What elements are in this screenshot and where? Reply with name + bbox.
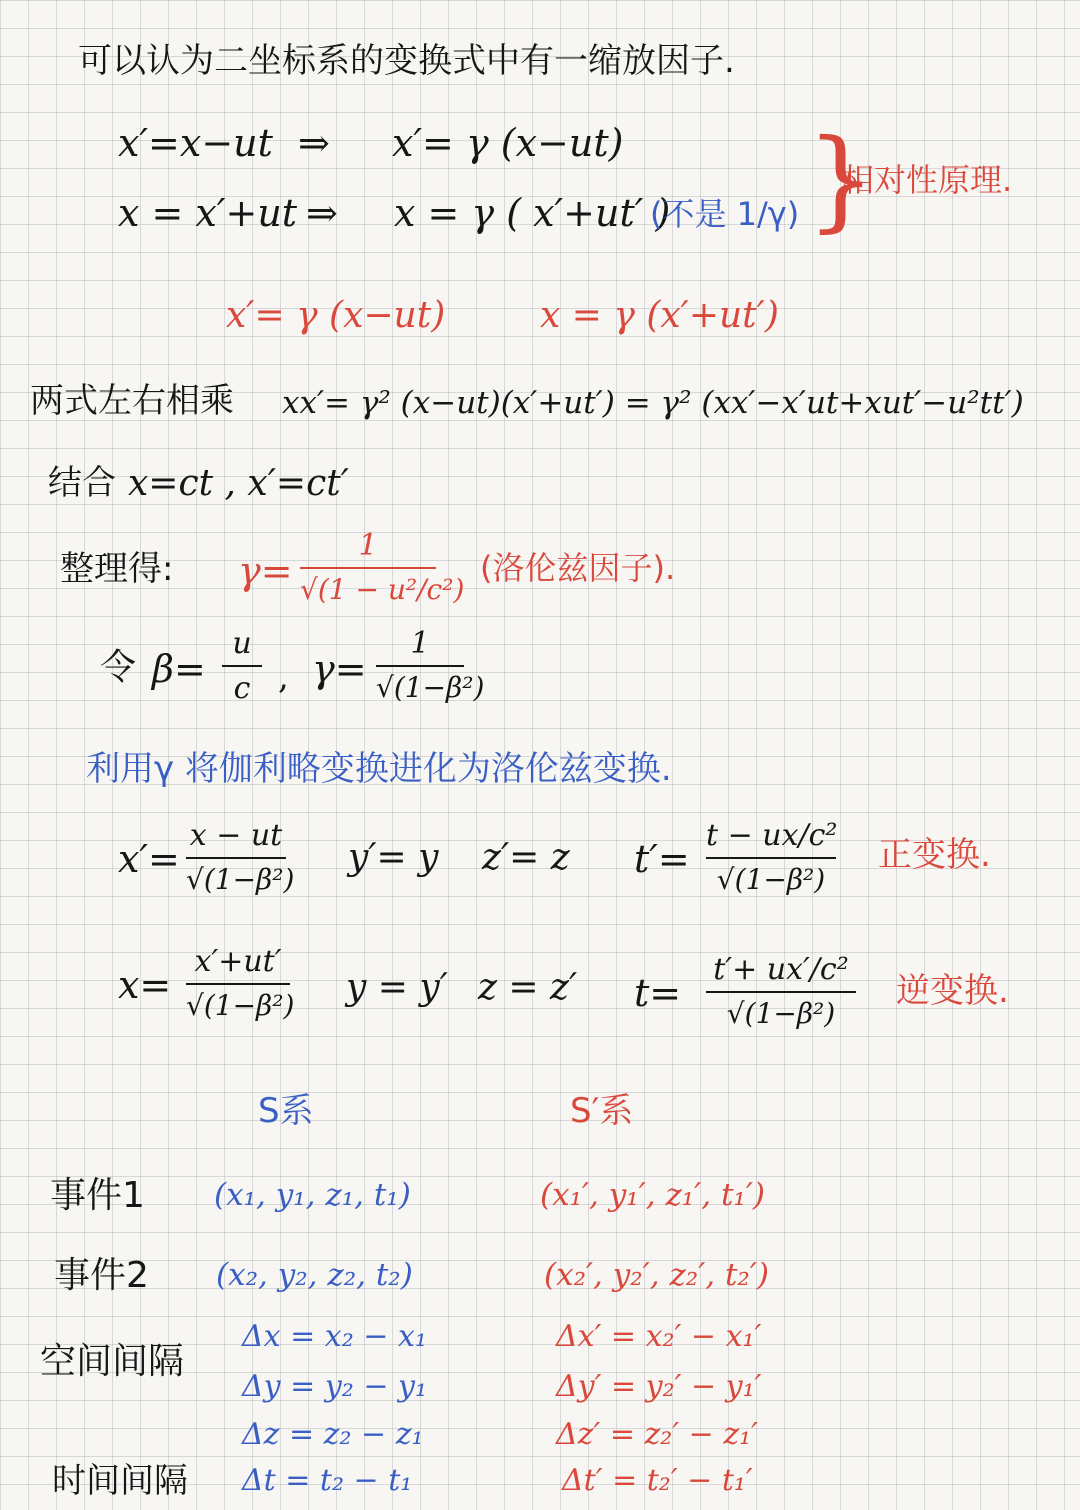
relativity-principle-label: 相对性原理. xyxy=(842,161,1013,199)
column-s-frame: S系 xyxy=(258,1091,314,1131)
space-s-dy: Δy = y₂ − y₁ xyxy=(242,1369,427,1404)
inverse-y: y = y′ xyxy=(346,967,448,1008)
forward-z: z′= z xyxy=(482,837,570,878)
fraction-bar xyxy=(222,665,262,667)
forward-label: 正变换. xyxy=(878,835,991,875)
inverse-x-denominator: √(1−β²) xyxy=(186,989,295,1022)
inverse-x-numerator: x′+ut′ xyxy=(194,944,282,979)
beta-fraction xyxy=(222,626,262,706)
lorentz-intro: 利用γ 将伽利略变换进化为洛伦兹变换. xyxy=(86,749,672,789)
inverse-t-lhs: t= xyxy=(634,971,682,1015)
galileo-row2-left: x = x′+ut xyxy=(118,191,298,235)
galileo-row2-right: x = γ ( x′+ut′ ) xyxy=(394,191,671,235)
forward-t-numerator: t − ux/c² xyxy=(706,818,838,853)
combine-label: 结合 xyxy=(48,463,116,503)
beta-denominator: c xyxy=(233,671,251,706)
intro-text: 可以认为二坐标系的变换式中有一缩放因子. xyxy=(78,41,735,81)
galileo-note: (不是 1/γ) xyxy=(650,195,800,233)
fraction-bar xyxy=(186,857,286,859)
event-1-label: 事件1 xyxy=(50,1175,145,1216)
inverse-label: 逆变换. xyxy=(896,971,1009,1011)
beta-numerator: u xyxy=(232,626,252,661)
fraction-bar xyxy=(300,567,436,569)
implies-arrow-2: ⇒ xyxy=(306,191,338,235)
forward-t-denominator: √(1−β²) xyxy=(716,863,826,896)
gamma-denominator: √(1 − u²/c²) xyxy=(300,573,465,606)
forward-t-fraction xyxy=(706,818,836,896)
forward-x-numerator: x − ut xyxy=(189,818,283,853)
time-sp-dt: Δt′ = t₂′ − t₁′ xyxy=(562,1463,753,1498)
beta-separator: , xyxy=(278,657,289,697)
space-s-dz: Δz = z₂ − z₁ xyxy=(242,1417,424,1452)
galileo-row1-right: x′= γ (x−ut) xyxy=(392,121,624,165)
inverse-t-denominator: √(1−β²) xyxy=(726,997,836,1030)
space-interval-label: 空间间隔 xyxy=(40,1341,185,1382)
event-1-sp-coords: (x₁′, y₁′, z₁′, t₁′) xyxy=(540,1177,765,1213)
lorentz-factor-note: (洛伦兹因子). xyxy=(480,549,676,587)
inverse-t-numerator: t′+ ux′/c² xyxy=(713,952,849,987)
implies-arrow-1: ⇒ xyxy=(298,121,330,165)
gamma-beta-denominator: √(1−β²) xyxy=(376,671,485,704)
space-sp-dx: Δx′ = x₂′ − x₁′ xyxy=(556,1319,762,1354)
gamma-beta-fraction xyxy=(376,626,485,704)
fraction-bar xyxy=(706,857,836,859)
gamma-beta-numerator: 1 xyxy=(410,626,430,661)
red-equation-left: x′= γ (x−ut) xyxy=(226,295,446,336)
inverse-t-fraction xyxy=(706,952,856,1030)
inverse-x-lhs: x= xyxy=(118,963,172,1007)
combine-equation: x=ct , x′=ct′ xyxy=(128,463,349,504)
inverse-x-fraction xyxy=(186,944,295,1022)
event-2-s-coords: (x₂, y₂, z₂, t₂) xyxy=(216,1257,413,1293)
forward-x-fraction xyxy=(186,818,295,896)
forward-x-denominator: √(1−β²) xyxy=(186,863,295,896)
event-2-sp-coords: (x₂′, y₂′, z₂′, t₂′) xyxy=(544,1257,769,1293)
gamma-numerator: 1 xyxy=(358,528,378,563)
fraction-bar xyxy=(706,991,856,993)
multiply-label: 两式左右相乘 xyxy=(30,381,234,421)
gamma-beta-lhs: γ= xyxy=(312,647,367,691)
inverse-z: z = z′ xyxy=(478,967,578,1008)
space-s-dx: Δx = x₂ − x₁ xyxy=(242,1319,427,1354)
red-equation-right: x = γ (x′+ut′) xyxy=(540,295,779,336)
let-label: 令 xyxy=(100,647,137,688)
gamma-fraction xyxy=(300,528,465,606)
multiply-equation: xx′= γ² (x−ut)(x′+ut′) = γ² (xx′−x′ut+xut′−u²tt′) xyxy=(282,385,1024,421)
tidy-label: 整理得: xyxy=(60,549,174,589)
space-sp-dy: Δy′ = y₂′ − y₁′ xyxy=(556,1369,762,1404)
space-sp-dz: Δz′ = z₂′ − z₁′ xyxy=(556,1417,758,1452)
column-s-prime-frame: S′系 xyxy=(570,1091,634,1131)
forward-x-lhs: x′= xyxy=(118,837,180,881)
beta-lhs: β= xyxy=(152,647,206,691)
fraction-bar xyxy=(186,983,290,985)
forward-t-lhs: t′= xyxy=(634,837,690,881)
gamma-lhs: γ= xyxy=(238,549,293,593)
time-interval-label: 时间间隔 xyxy=(52,1461,188,1501)
time-s-dt: Δt = t₂ − t₁ xyxy=(242,1463,413,1498)
event-1-s-coords: (x₁, y₁, z₁, t₁) xyxy=(214,1177,411,1213)
galileo-row1-left: x′=x−ut xyxy=(118,121,273,165)
event-2-label: 事件2 xyxy=(54,1255,149,1296)
forward-y: y′= y xyxy=(348,837,439,878)
curly-brace: } xyxy=(806,115,876,243)
fraction-bar xyxy=(376,665,464,667)
